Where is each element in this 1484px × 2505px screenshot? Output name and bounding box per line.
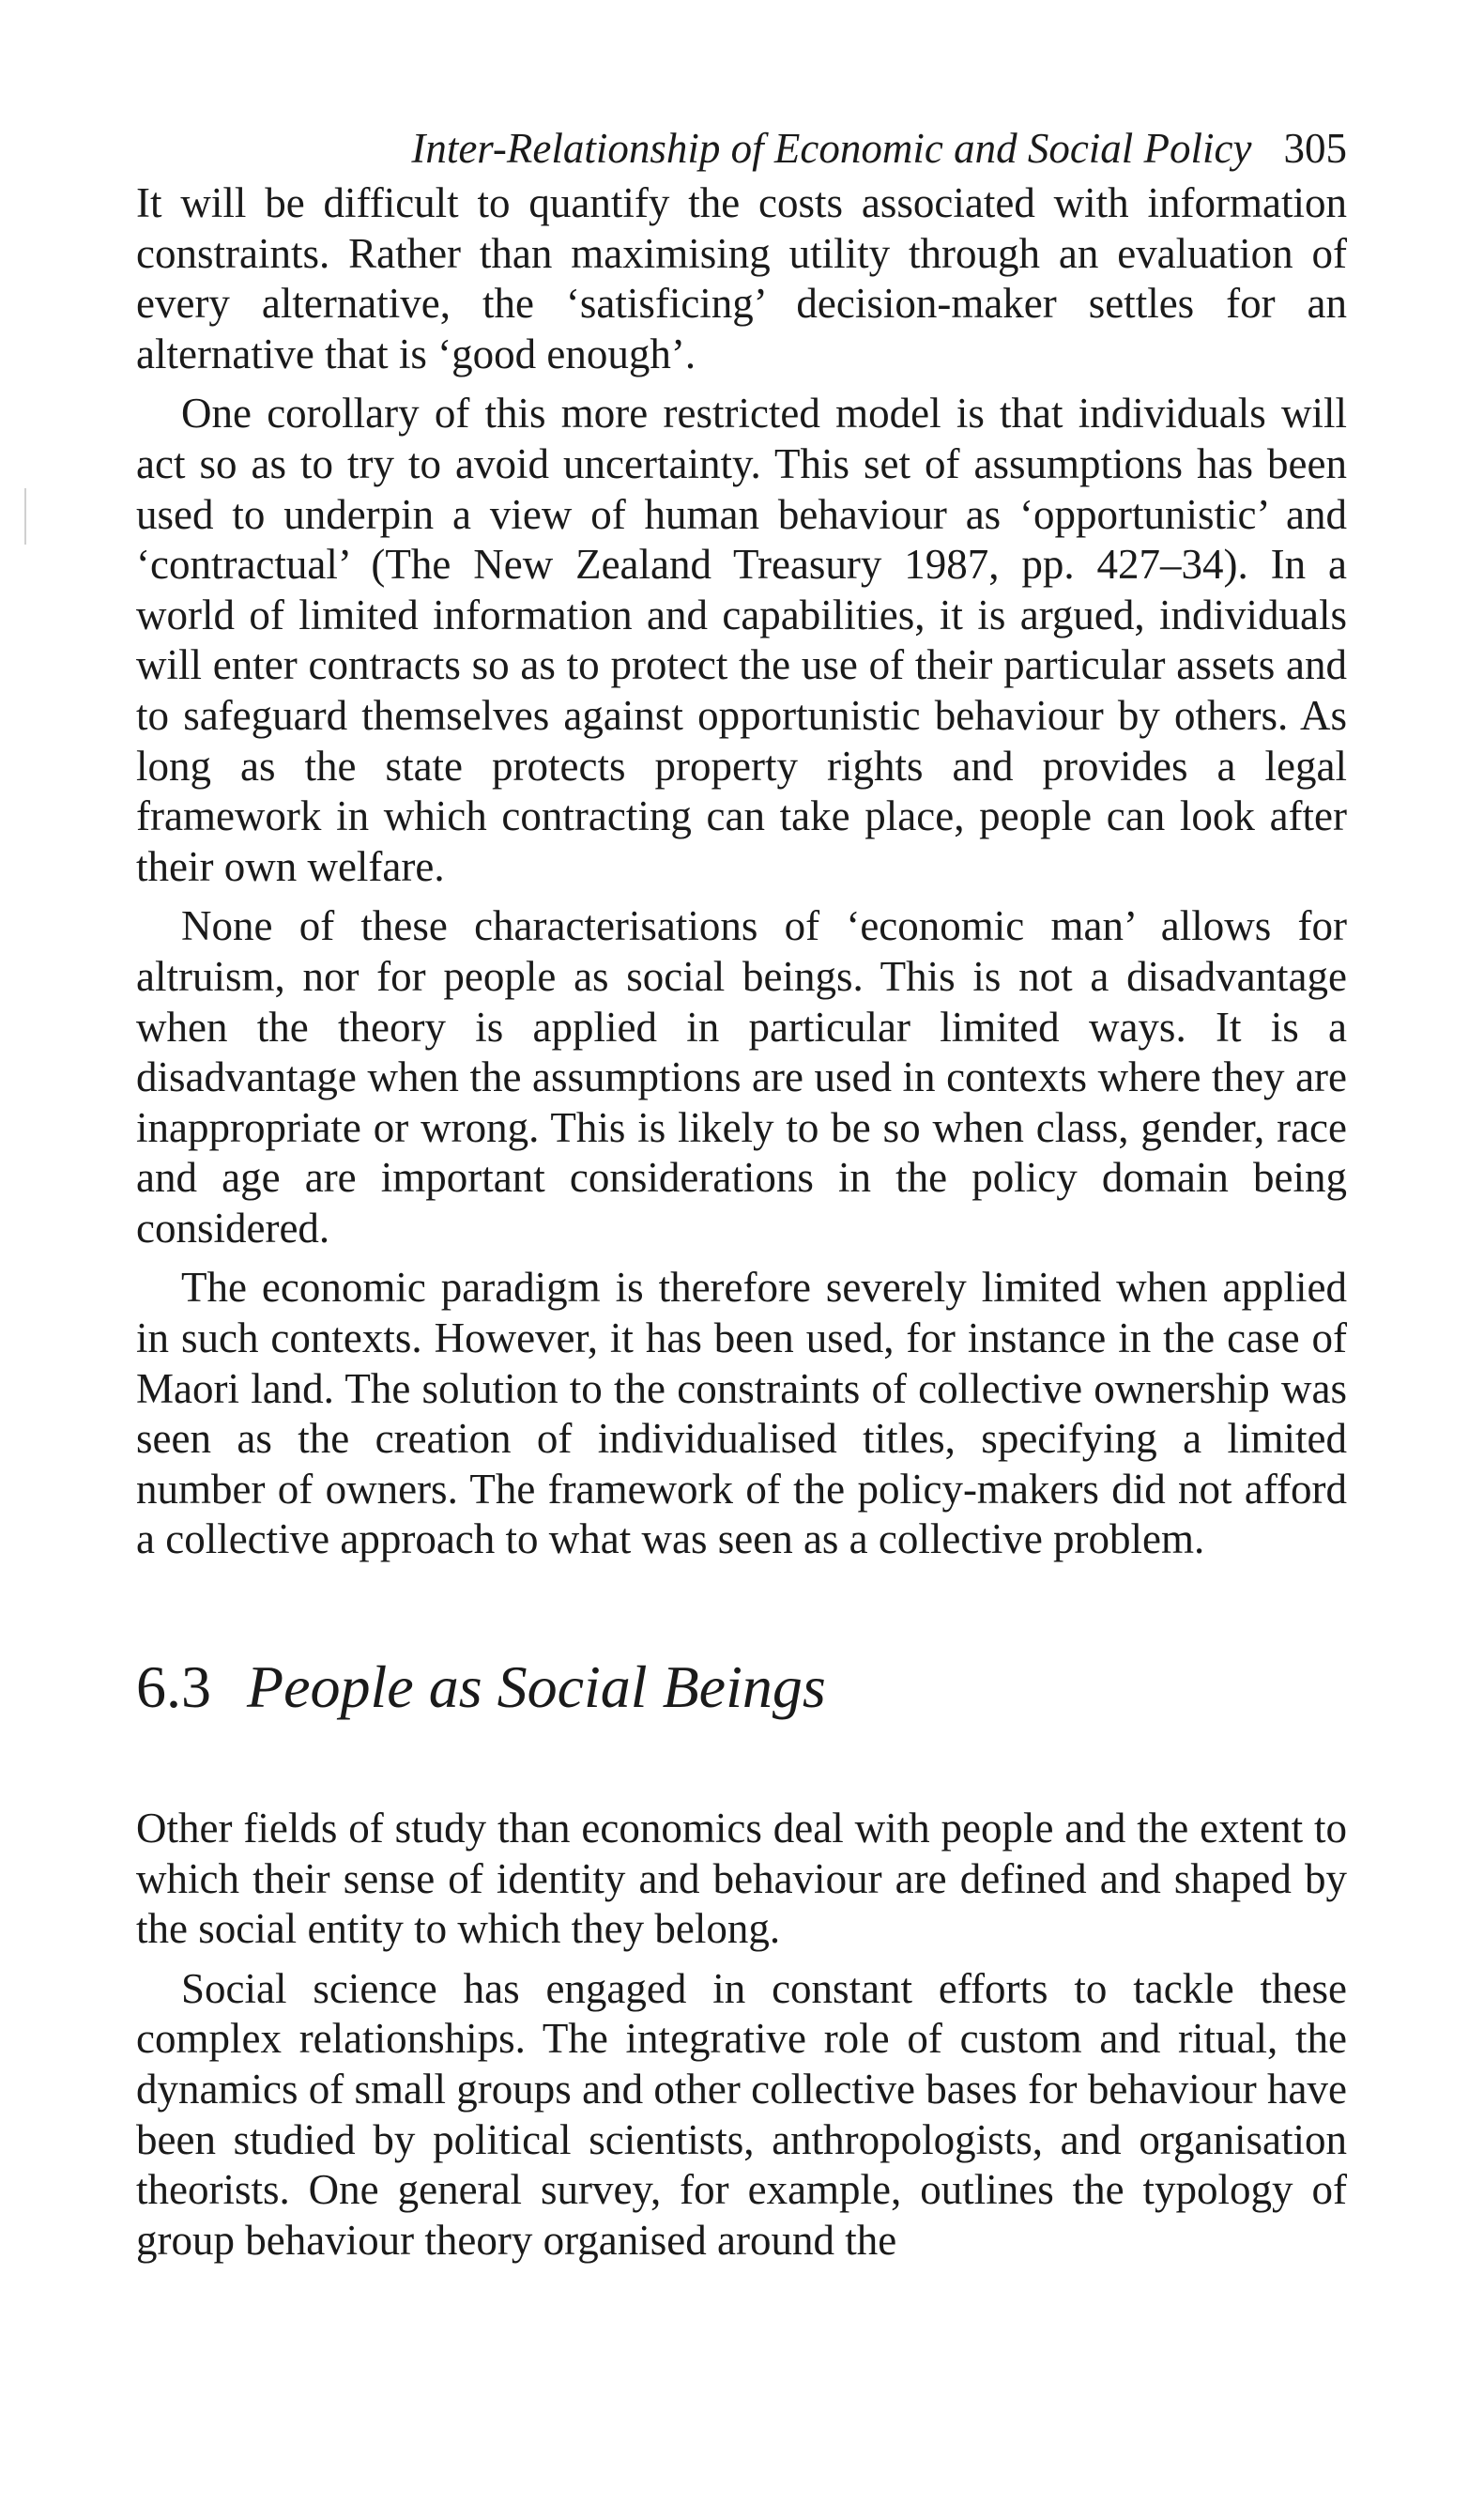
book-page [136, 120, 1347, 2266]
page-number: 305 [1283, 125, 1347, 172]
paragraph: It will be difficult to quantify the costs associated with information constraints. Rather than maximising utility through an evaluation of every alternative, the ‘satisficing’ decision-maker settles for an alternative that is ‘good enough’. [136, 179, 1347, 377]
paragraph: None of these characterisations of ‘economic man’ allows for altruism, nor for people as social beings. This is not a disadvantage when the theory is applied in particular limited ways. It is a disadvantage when the assumptions are used in contexts where they are inappropriate or wrong. This is likely to be so when class, gender, race and age are important considerations in the policy domain being considered. [136, 902, 1347, 1252]
running-title: Inter-Relationship of Economic and Social Policy [411, 125, 1252, 172]
paragraph: Other fields of study than economics deal with people and the extent to which their sense of identity and behaviour are defined and shaped by the social entity to which they belong. [136, 1805, 1347, 1953]
section-title: People as Social Beings [247, 1653, 826, 1721]
section-number: 6.3 [136, 1653, 211, 1721]
paragraph: One corollary of this more restricted model is that individuals will act so as to try to avoid uncertainty. This set of assumptions has been used to underpin a view of human behaviour as ‘opportunistic’ and ‘contractual’ (The New Zealand Treasury 1987, pp. 427–34). In a world of limited information and capabilities, it is argued, individuals will enter contracts so as to protect the use of their particular assets and to safeguard themselves against opportunistic behaviour by others. As long as the state protects property rights and provides a legal framework in which contracting can take place, people can look after their own welfare. [136, 390, 1347, 890]
section-heading [136, 1652, 1347, 1723]
paragraph: Social science has engaged in constant efforts to tackle these complex relationships. The integrative role of custom and ritual, the dynamics of small groups and other collective bases for behaviour have been studied by political scientists, anthropologists, and organisation theorists. One general survey, for example, outlines the typology of group behaviour theory organised around the [136, 1964, 1347, 2264]
paragraph: The economic paradigm is therefore severely limited when applied in such contexts. However, it has been used, for instance in the case of Maori land. The solution to the constraints of collective ownership was seen as the creation of individualised titles, specifying a limited number of owners. The framework of the policy-makers did not afford a collective approach to what was seen as a collective problem. [136, 1264, 1347, 1563]
running-head [136, 120, 1347, 178]
margin-mark [24, 488, 26, 545]
